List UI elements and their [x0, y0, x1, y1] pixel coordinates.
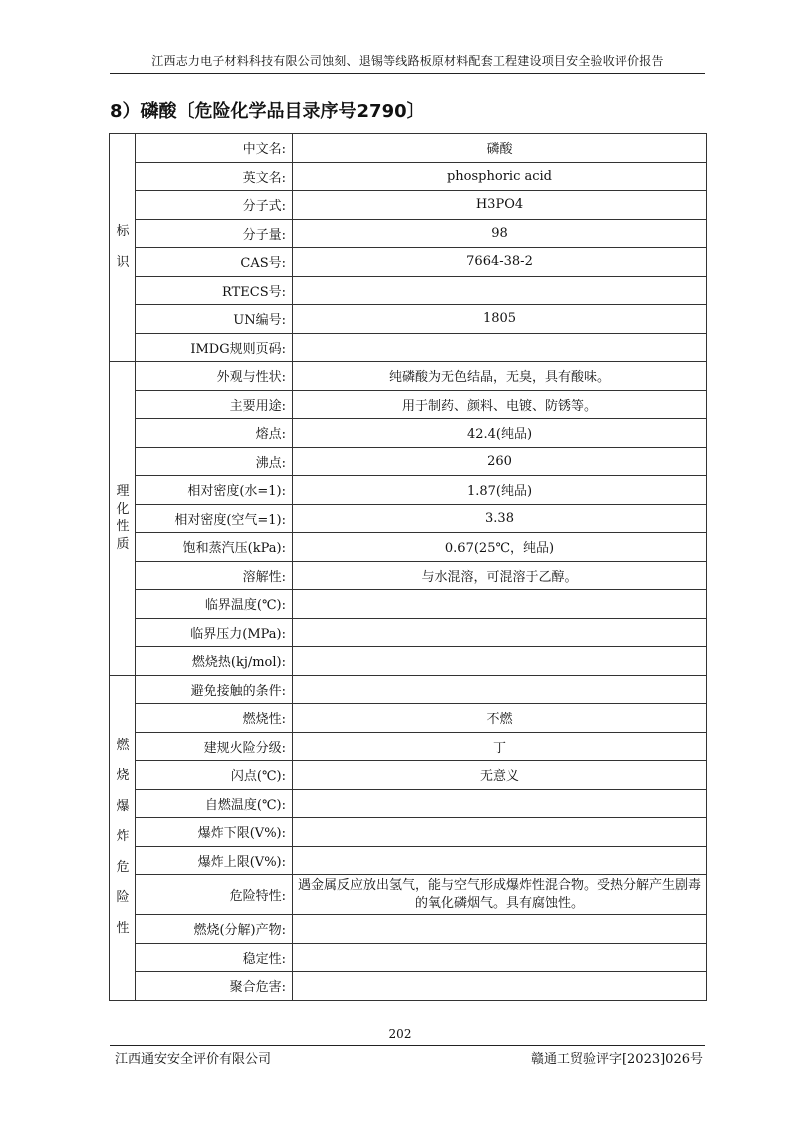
- table-row: [110, 476, 707, 505]
- row-label: 危险特性:: [136, 875, 293, 915]
- row-value: 260: [293, 447, 707, 476]
- row-label: 主要用途:: [136, 390, 293, 419]
- table-row: [110, 943, 707, 972]
- row-value: 无意义: [293, 761, 707, 790]
- table-row: [110, 162, 707, 191]
- row-label: 建规火险分级:: [136, 732, 293, 761]
- row-label: 临界温度(℃):: [136, 590, 293, 619]
- row-label: 熔点:: [136, 419, 293, 448]
- table-row: [110, 390, 707, 419]
- section-title: 8）磷酸〔危险化学品目录序号2790〕: [110, 101, 425, 122]
- row-value: 遇金属反应放出氢气，能与空气形成爆炸性混合物。受热分解产生剧毒的氧化磷烟气。具有腐蚀性。: [293, 875, 707, 915]
- row-value: 1805: [293, 305, 707, 334]
- table-row: [110, 846, 707, 875]
- table-row: [110, 875, 707, 915]
- row-value: 98: [293, 219, 707, 248]
- category-physchem: 理化性质: [110, 362, 136, 676]
- table-row: [110, 675, 707, 704]
- row-value: [293, 590, 707, 619]
- row-label: 英文名:: [136, 162, 293, 191]
- table-row: [110, 134, 707, 163]
- table-row: [110, 972, 707, 1001]
- row-value: [293, 818, 707, 847]
- table-row: [110, 248, 707, 277]
- row-value: 与水混溶，可混溶于乙醇。: [293, 561, 707, 590]
- table-row: [110, 305, 707, 334]
- table-row: [110, 419, 707, 448]
- row-label: 爆炸上限(V%):: [136, 846, 293, 875]
- row-value: [293, 943, 707, 972]
- row-label: UN编号:: [136, 305, 293, 334]
- table-row: [110, 276, 707, 305]
- row-label: 临界压力(MPa):: [136, 618, 293, 647]
- table-row: [110, 618, 707, 647]
- row-label: 爆炸下限(V%):: [136, 818, 293, 847]
- report-header: 江西志力电子材料科技有限公司蚀刻、退锡等线路板原材料配套工程建设项目安全验收评价报告: [151, 54, 664, 68]
- table-row: [110, 561, 707, 590]
- row-label: IMDG规则页码:: [136, 333, 293, 362]
- table-row: [110, 818, 707, 847]
- table-row: [110, 590, 707, 619]
- table-row: [110, 761, 707, 790]
- row-label: CAS号:: [136, 248, 293, 277]
- row-label: 沸点:: [136, 447, 293, 476]
- table-row: [110, 504, 707, 533]
- row-value: phosphoric acid: [293, 162, 707, 191]
- row-value: 0.67(25℃，纯品): [293, 533, 707, 562]
- row-label: 聚合危害:: [136, 972, 293, 1001]
- table-row: [110, 732, 707, 761]
- category-identity: 标识: [110, 134, 136, 362]
- footer-doc-number: 赣通工贸验评字[2023]026号: [530, 1052, 703, 1067]
- row-value: 42.4(纯品): [293, 419, 707, 448]
- footer-rule: [110, 1045, 705, 1046]
- table-row: [110, 447, 707, 476]
- row-value: 7664-38-2: [293, 248, 707, 277]
- row-label: RTECS号:: [136, 276, 293, 305]
- row-label: 中文名:: [136, 134, 293, 163]
- table-row: [110, 915, 707, 944]
- page-number: 202: [388, 1027, 412, 1041]
- row-value: 不燃: [293, 704, 707, 733]
- row-value: 1.87(纯品): [293, 476, 707, 505]
- row-value: 磷酸: [293, 134, 707, 163]
- category-fire: 燃烧爆炸危险性: [110, 675, 136, 1000]
- row-value: [293, 789, 707, 818]
- row-label: 溶解性:: [136, 561, 293, 590]
- row-label: 相对密度(空气=1):: [136, 504, 293, 533]
- row-value: [293, 647, 707, 676]
- row-label: 相对密度(水=1):: [136, 476, 293, 505]
- table-row: [110, 647, 707, 676]
- row-value: [293, 972, 707, 1001]
- table-row: [110, 219, 707, 248]
- row-value: 3.38: [293, 504, 707, 533]
- table-row: [110, 533, 707, 562]
- row-value: [293, 846, 707, 875]
- row-label: 饱和蒸汽压(kPa):: [136, 533, 293, 562]
- row-label: 避免接触的条件:: [136, 675, 293, 704]
- row-label: 分子式:: [136, 191, 293, 220]
- row-label: 外观与性状:: [136, 362, 293, 391]
- row-label: 闪点(℃):: [136, 761, 293, 790]
- table-row: [110, 333, 707, 362]
- table-row: [110, 362, 707, 391]
- row-label: 燃烧(分解)产物:: [136, 915, 293, 944]
- row-value: [293, 618, 707, 647]
- row-label: 燃烧性:: [136, 704, 293, 733]
- row-value: [293, 276, 707, 305]
- footer-company: 江西通安安全评价有限公司: [115, 1052, 272, 1067]
- table-row: [110, 789, 707, 818]
- row-label: 自燃温度(℃):: [136, 789, 293, 818]
- header-rule: [110, 73, 705, 74]
- row-label: 稳定性:: [136, 943, 293, 972]
- row-value: 丁: [293, 732, 707, 761]
- row-value: [293, 915, 707, 944]
- table-row: [110, 704, 707, 733]
- row-value: H3PO4: [293, 191, 707, 220]
- row-value: [293, 675, 707, 704]
- msds-table: [109, 133, 707, 1001]
- table-row: [110, 191, 707, 220]
- row-value: [293, 333, 707, 362]
- row-label: 燃烧热(kj/mol):: [136, 647, 293, 676]
- row-value: 用于制药、颜料、电镀、防锈等。: [293, 390, 707, 419]
- row-label: 分子量:: [136, 219, 293, 248]
- row-value: 纯磷酸为无色结晶，无臭，具有酸味。: [293, 362, 707, 391]
